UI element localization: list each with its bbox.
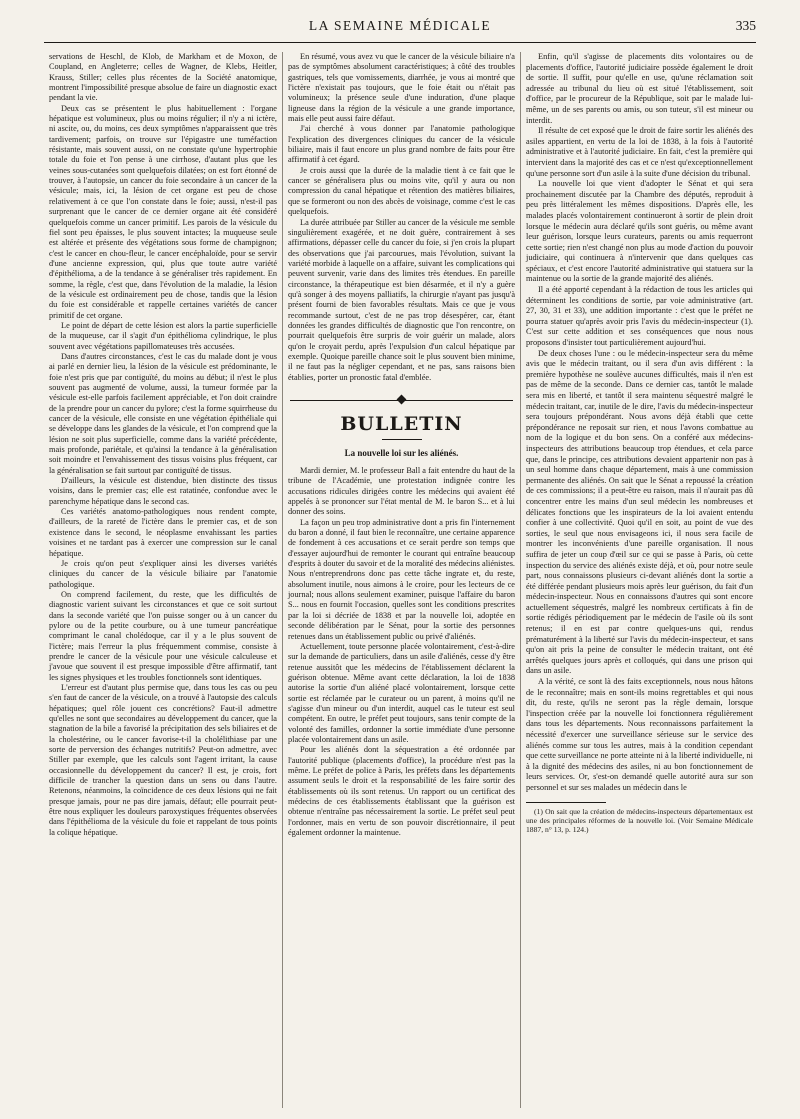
paragraph: De deux choses l'une : ou le médecin-inspecteur sera du même avis que le médecin traitant, ou il sera d'un avis différent : la première hypothèse ne soulève aucunes difficultés, mais il n'en est pas de même de la seconde. Dans ce dernier cas, tantôt le malade sera mis en liberté, et tantôt il sera maintenu séquestré malgré le médecin traitant, car, inutile de le dire, l'avis du médecin-inspecteur sera toujours prépondérant. Nous avons déjà établi que cette prépondérance ne reposait sur rien, et nous l'avons combattue au nom de la logique et du bon sens. On a conféré aux médecins-inspecteurs des attributions beaucoup trop étendues, et cela parce que, dans le principe, ces attributions devaient appartenir non pas à un seul homme dans chaque département, mais à une commission permanente des aliénés. On sait que le Sénat a repoussé la création de ces commissions; il a peut-être eu raison, mais il n'aurait pas dû concentrer entre les mains d'un seul médecin les nombreuses et délicates fonctions que les inspirateurs de la loi avaient entendu confier à une collectivité. Quoi qu'il en soit, au point de vue des sorties, le seul que nous envisageons ici, il nous sera facile de montrer les inconvénients d'une pareille organisation. Il nous suffira de jeter un coup d'œil sur ce qui se passe à Paris, où cette inspection du service des aliénés existe déjà, et où, pour notre seule part, nous connaissons plusieurs ci-devant aliénés dont la sortie a été différée pendant plusieurs mois après leur guérison, du fait d'un médecin-inspecteur. Nous en connaissons d'autres qui sont encore actuellement séquestrés, malgré les nombreux certificats à fin de sortie rédigés périodiquement par le médecin de l'asile où ils sont retenus; il en est par contre quelques-uns qui, rendus prématurément à la liberté sur l'avis du médecin-inspecteur, et sans qu'on ait pris la peine de consulter le médecin traitant, ont été arrêtés quelques jours après et colloqués, qui dans une prison qui dans un asile. (526, 348, 753, 676)
paragraph: Il a été apporté cependant à la rédaction de tous les articles qui déterminent les conditions de sortie, par voie administrative (art. 27, 30, 31 et 33), une addition importante : c'est que le préfet ne pourra statuer qu'après avoir pris l'avis du médecin-inspecteur (1). C'est sur cette addition et ses conséquences que nous nous proposons d'insister tout particulièrement aujourd'hui. (526, 285, 753, 348)
column-middle (282, 52, 520, 1108)
section-heading: La nouvelle loi sur les aliénés. (344, 448, 459, 458)
paragraph: La durée attribuée par Stiller au cancer de la vésicule me semble singulièrement exagérée, et ne doit guère, contrairement à ses affirmations, dépasser celle du cancer du foie, si j'en crois la plupart des observations que j'ai parcourues, mais l'évolution, suivant la variété morbide à laquelle on a affaire, suivant les complications qui peuvent survenir, varie dans des limites très étendues. En pareille circonstance, la thérapeutique est bien désarmée, et il n'y a guère qu'à songer à des moyens palliatifs, la chirurgie n'ayant pas jusqu'à présent fourni de bien favorables résultats. Mais ce que je vous recommande surtout, c'est de ne pas trop désespérer, car, étant données les grandes difficultés de diagnostic que l'on rencontre, on pourrait quelquefois être surpris de voir guérir un malade, alors qu'on le croyait perdu, après l'expulsion d'un calcul hépatique par exemple. Quoique pareille chance soit le plus souvent bien minime, il ne faut pas la négliger cependant, et ne pas, sans raisons bien établies, porter un pronostic fatal d'emblée. (288, 217, 515, 382)
paragraph: Actuellement, toute personne placée volontairement, c'est-à-dire sur la demande de particuliers, dans un asile d'aliénés, cesse d'y être retenue aussitôt que les médecins de l'établissement déclarent la guérison obtenue. Même avant cette déclaration, la loi de 1838 autorise la sortie d'un aliéné placé volontairement, lorsque cette sortie est réclamée par le curateur ou un parent, à moins qu'il ne s'agisse d'un mineur ou d'un interdit, auquel cas le tuteur est seul compétent. En outre, le préfet peut toujours, sans tenir compte de la volonté des familles, ordonner la sortie immédiate d'une personne placée volontairement dans un asile. (288, 641, 515, 744)
paragraph: Je crois qu'on peut s'expliquer ainsi les diverses variétés cliniques du cancer de la vésicule biliaire par l'anatomie pathologique. (49, 558, 277, 589)
ornamental-rule (290, 395, 513, 405)
paragraph: Pour les aliénés dont la séquestration a été ordonnée par l'autorité publique (placements d'office), la procédure n'est pas la même. Le préfet de police à Paris, les préfets dans les départements assument seuls le droit et la responsabilité de les faire sortir des établissements où ils sont retenus. Un rapport ou un certificat des médecins de ces établissements établissant que la guérison est obtenue n'entraîne pas nécessairement la sortie. Le préfet seul peut l'ordonner, mais en vertu de son pouvoir discrétionnaire, il peut également ordonner la maintenue. (288, 745, 515, 838)
paragraph: Deux cas se présentent le plus habituellement : l'organe hépatique est volumineux, plus ou moins régulier; il n'y a ni ictère, ni ascite, ou, du moins, ces deux symptômes n'apparaissent que très tardivement; parfois, on trouve sur l'épigastre une tuméfaction résistante, mais souvent aussi, on ne constate qu'une hypertrophie totale du foie et l'on pense à une cirrhose, d'autant plus que les veines sous-cutanées sont quelquefois dilatées; on est fort étonné de trouver, à l'autopsie, un cancer du foie secondaire à un cancer de la vésicule; mais, ici, la lésion de cet organe est peu de chose relativement à ce que l'on constate dans le foie; aussi, n'est-il pas surprenant que le cancer de ce dernier organe ait été considéré quelquefois comme un cancer primitif. Les parois de la vésicule du fiel sont peu épaisses, le plus souvent intactes; la muqueuse seule est altérée et présente des végétations sous forme de champignon; c'est le cancer en chou-fleur, le cancer encéphaloïde, pour se servir d'une ancienne expression, qui, plus que toute autre variété d'épithélioma, a de la tendance à se généraliser très rapidement. En somme, la règle, c'est que, dans l'évolution de la maladie, la lésion de la vésicule est ordinairement peu de chose, tandis que la lésion du foie est considérable et rappelle certaines variétés de cancer primitif de cet organe. (49, 103, 277, 320)
paragraph: servations de Heschl, de Klob, de Markham et de Moxon, de Coupland, en Angleterre; celles de Wagner, de Klebs, Heitler, Krauss, Stiller; celles plus récentes de la Société anatomique, montrent l'impossibilité presque absolue de faire un diagnostic exact pendant la vie. (49, 52, 277, 103)
header-rule (44, 42, 756, 43)
paragraph: La façon un peu trop administrative dont a pris fin l'internement du baron a donné, il faut bien le reconnaître, une certaine apparence de fondement à ces accusations et ce serait perdre son temps que d'essayer aujourd'hui de remonter le courant qui entraîne beaucoup d'esprits à douter du savoir et de la moralité des médecins aliénistes. Nous n'entreprendrons donc pas cette tâche ingrate et, du reste, absolument inutile, nous aimons à le croire, pour les lecteurs de ce journal; nous allons seulement examiner, puisque l'affaire du baron S... nous en fournit l'occasion, quelles sont les conditions prescrites par la loi si décriée de 1838 et par la nouvelle loi, adoptée en seconde délibération par le Sénat, pour la sortie des personnes retenues dans un établissement public ou privé d'aliénés. (288, 517, 515, 641)
paragraph: Le point de départ de cette lésion est alors la partie superficielle de la muqueuse, car il s'agit d'un épithélioma cylindrique, le plus souvent avec végétations papillomateuses très accusées. (49, 320, 277, 351)
paragraph: Enfin, qu'il s'agisse de placements dits volontaires ou de placements d'office, l'autorité judiciaire possède également le droit de sortie. Il suffit, pour qu'elle en use, qu'une réclamation soit adressée au tribunal du lieu où est situé l'établissement, soit d'office, par le procureur de la République, soit par le malade lui-même, un de ses parents ou amis, ou son tuteur, s'il est mineur ou interdit. (526, 52, 753, 125)
paragraph: A la vérité, ce sont là des faits exceptionnels, nous nous hâtons de le reconnaître; mais en sont-ils moins regrettables et qui nous dit, du reste, qu'ils ne seront pas la règle demain, lorsque l'inspection créée par la nouvelle loi fonctionnera régulièrement dans tous les départements. Nous reconnaissons parfaitement la nécessité d'exercer une surveillance sérieuse sur le service des aliénés comme sur tous les autres, mais à la condition cependant que cette surveillance ne porte atteinte ni à la liberté individuelle, ni à la dignité des médecins des asiles, ni au bon fonctionnement de leurs services. Or, s'est-on demandé quelle autorité aura sur son personnel et sur ses malades un médecin dans le (526, 677, 753, 792)
page-number: 335 (735, 18, 756, 33)
paragraph: Il résulte de cet exposé que le droit de faire sortir les aliénés des asiles appartient, en vertu de la loi de 1838, à la fois à l'autorité administrative et à l'autorité judiciaire. En fait, c'est la première qui intervient dans la majorité des cas et ce n'est qu'exceptionnellement qu'une personne sort d'un asile à la suite d'une décision du tribunal. (526, 126, 753, 178)
paragraph: D'ailleurs, la vésicule est distendue, bien distincte des tissus voisins, dans le premier cas; elle est ratatinée, confondue avec le parenchyme hépatique dans le second cas. (49, 476, 277, 506)
diamond-ornament-icon (396, 395, 406, 405)
paragraph: On comprend facilement, du reste, que les difficultés de diagnostic varient suivant les circonstances et que ce soit surtout dans la seconde variété que l'on puisse songer ou à un cancer du pylore ou de la petite courbure, ou à une tumeur pancréatique comprimant le canal cholédoque, car il y a le plus souvent de l'ictère; mais l'erreur la plus fréquemment commise, consiste à prendre le cancer de la vésicule pour une vésicule calculeuse et j'avoue que souvent il est presque impossible d'être affirmatif, tant les signes physiques et les troubles fonctionnels sont identiques. (49, 589, 277, 682)
bulletin-section-header (288, 395, 515, 458)
paragraph: La nouvelle loi que vient d'adopter le Sénat et qui sera prochainement discutée par la Chambre des députés, reproduit à peu près littéralement les mêmes dispositions. D'après elle, les malades placés volontairement continueront à sortir de plein droit lorsque le médecin aura déclaré qu'ils sont guéris, ou même avant leur guérison, lorsque leurs curateurs, parents ou amis requerront cette sortie; rien n'est changé non plus au mode d'action du pouvoir judiciaire, qui continuera à n'intervenir que dans quelques cas spéciaux, et c'est encore l'autorité administrative qui statuera sur la maintenue ou la sortie de la grande majorité des aliénés. (526, 179, 753, 284)
column-left (44, 52, 282, 1108)
running-title: LA SEMAINE MÉDICALE (308, 18, 492, 33)
paragraph: Ces variétés anatomo-pathologiques nous rendent compte, d'ailleurs, de la rareté de l'ictère dans le premier cas, et de son existence dans le second, le néoplasme envahissant les parties voisines et ne tardant pas à exercer une compression sur le canal hépatique. (49, 507, 277, 558)
column-right (520, 52, 758, 1108)
short-rule (382, 439, 422, 440)
text-columns (44, 52, 766, 1108)
paragraph: L'erreur est d'autant plus permise que, dans tous les cas ou peu s'en faut de cancer de la vésicule, on a trouvé à l'autopsie des calculs hépatiques; quel rôle jouent ces concrétions? Faut-il admettre qu'elles ne sont que secondaires au développement du cancer, que la stagnation de la bile a favorisé la précipitation des sels biliaires et de la cholestérine, ou le cancer favorise-t-il la cholélithiase par une sorte de perversion des échanges nutritifs? Peut-on admettre, avec Stiller par exemple, que les calculs sont l'agent irritant, la cause occasionnelle du développement du cancer? Il est, je crois, fort difficile de trancher la question dans un sens ou dans l'autre. Retenons, néanmoins, la coïncidence de ces deux lésions qui ne fait presque jamais, pour ne pas dire jamais, défaut; elle pourrait peut-être nous expliquer les douleurs paroxystiques fréquentes observées dans l'épithélioma de la vésicule du foie et rappelant de tous points la colique hépatique. (49, 682, 277, 837)
paragraph: Dans d'autres circonstances, c'est le cas du malade dont je vous ai parlé en dernier lieu, la lésion de la vésicule est prédominante, le foie n'est pris que par contiguïté, du moins au début; il n'est le plus souvent pas augmenté de volume, aussi, la tumeur formée par la vésicule est-elle parfois facilement appréciable, et l'on doit craindre de la prendre pour un cancer du pylore; c'est la forme squirrheuse du cancer de la vésicule, elle consiste en une végétation épithéliale qui se développe dans les glandes de la vésicule, et l'on comprend que la lésion ne soit plus superficielle, comme dans la variété précédente, mais profonde, pariétale, et qu'ainsi la tendance à la généralisation soit moindre et l'envahissement des tissus voisins plus fréquent, car la généralisation se fait surtout par contiguïté de tissus. (49, 351, 277, 475)
footnote: (1) On sait que la création de médecins-inspecteurs départementaux est une des principales réformes de la nouvelle loi. (Voir Semaine Médicale 1887, n° 13, p. 124.) (526, 806, 753, 835)
paragraph: Mardi dernier, M. le professeur Ball a fait entendre du haut de la tribune de l'Académie, une protestation indignée contre les accusations ridicules dirigées contre les médecins qui avaient été appelés à se prononcer sur l'état mental de M. le baron S... et à lui donner des soins. (288, 466, 515, 517)
bulletin-title: BULLETIN (340, 413, 463, 435)
footnote-rule (526, 802, 606, 803)
paragraph: En résumé, vous avez vu que le cancer de la vésicule biliaire n'a pas de symptômes absolument caractéristiques; à côté des troubles gastriques, tels que vomissements, diarrhée, je vous ai montré que l'ictère n'existait pas toujours, que le foie était ou n'était pas volumineux; la présence seule d'une induration, d'une plaque ligneuse dans la région de la vésicule a une grande importance, mais elle peut aussi faire défaut. (288, 52, 515, 124)
paragraph: Je crois aussi que la durée de la maladie tient à ce fait que le cancer se généralisera plus ou moins vite, qu'il y aura ou non compression du canal hépatique et rétention des matières biliaires, que se formeront ou non des abcès de voisinage, comme c'est le cas quelquefois. (288, 165, 515, 217)
paragraph: J'ai cherché à vous donner par l'anatomie pathologique l'explication des divergences cliniques du cancer de la vésicule biliaire, mais il faut encore un plus grand nombre de faits pour être affirmatif à cet égard. (288, 124, 515, 165)
page-header (44, 18, 756, 40)
